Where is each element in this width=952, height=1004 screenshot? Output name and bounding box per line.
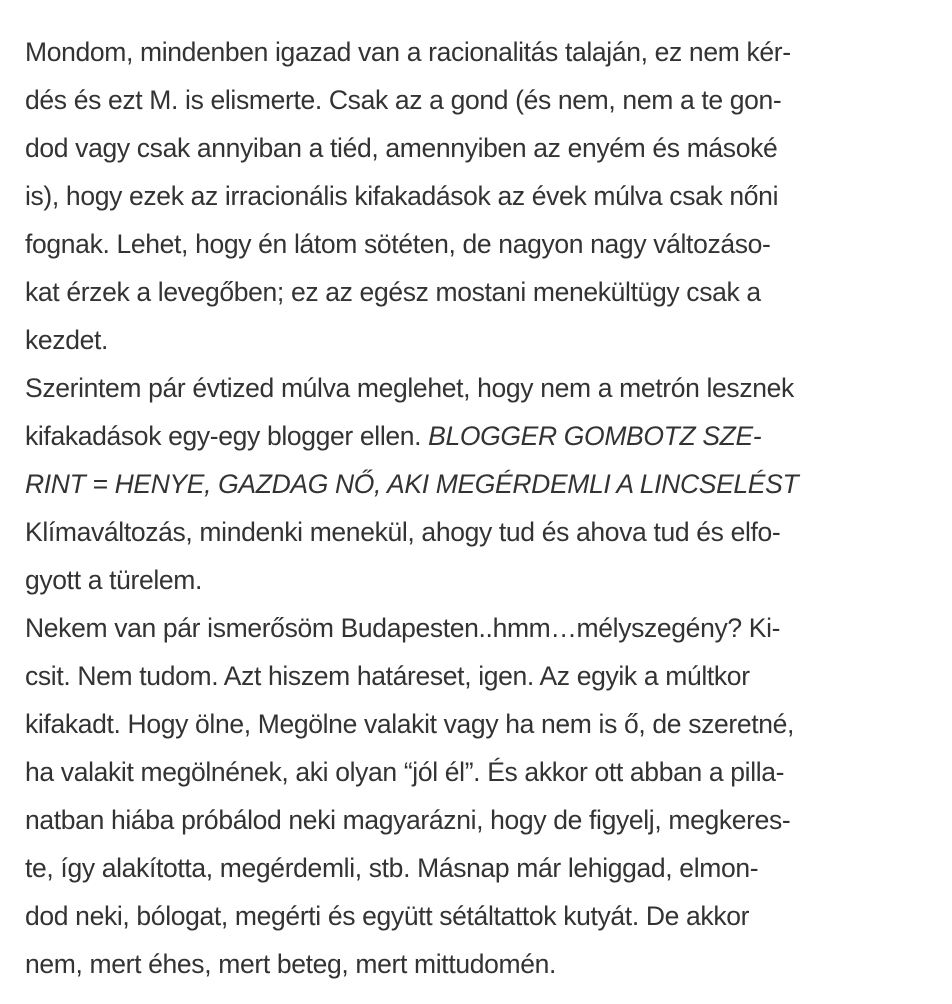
text-line (25, 844, 935, 892)
emphasized-text: RINT = HENYE, GAZDAG NŐ, AKI MEGÉRDEMLI A LINCSELÉST (25, 469, 799, 499)
text-line (25, 172, 935, 220)
text-line (25, 124, 935, 172)
text-segment: kifakadások egy-egy blogger ellen. (25, 421, 429, 451)
text-segment: Szerintem pár évtized múlva meglehet, hogy nem a metrón lesznek (25, 373, 794, 403)
text-segment: gyott a türelem. (25, 565, 203, 595)
text-line (25, 604, 935, 652)
paragraph (25, 28, 935, 364)
text-segment: kifakadt. Hogy ölne, Megölne valakit vagy ha nem is ő, de szeretné, (25, 709, 795, 739)
text-line (25, 364, 935, 412)
paragraph (25, 364, 935, 604)
text-segment: Mondom, mindenben igazad van a racionalitás talaján, ez nem kér- (25, 37, 791, 67)
text-segment: dod vagy csak annyiban a tiéd, amennyiben az enyém és másoké (25, 133, 778, 163)
text-line (25, 268, 935, 316)
text-line (25, 508, 935, 556)
emphasized-text: BLOGGER GOMBOTZ SZE- (428, 421, 762, 451)
text-line (25, 700, 935, 748)
text-line (25, 76, 935, 124)
text-line (25, 796, 935, 844)
text-line (25, 892, 935, 940)
text-segment: nem, mert éhes, mert beteg, mert mittudomén. (25, 949, 557, 979)
text-segment: dod neki, bólogat, megérti és együtt sétáltattok kutyát. De akkor (25, 901, 750, 931)
text-line (25, 412, 935, 460)
text-segment: kezdet. (25, 325, 108, 355)
comment-body (25, 28, 935, 988)
text-segment: ha valakit megölnének, aki olyan “jól él”. És akkor ott abban a pilla- (25, 757, 785, 787)
text-line (25, 220, 935, 268)
text-segment: Klímaváltozás, mindenki menekül, ahogy tud és ahova tud és elfo- (25, 517, 781, 547)
text-segment: natban hiába próbálod neki magyarázni, hogy de figyelj, megkeres- (25, 805, 791, 835)
paragraph (25, 604, 935, 988)
text-line (25, 748, 935, 796)
text-line (25, 940, 935, 988)
text-segment: kat érzek a levegőben; ez az egész mostani menekültügy csak a (25, 277, 761, 307)
text-line (25, 460, 935, 508)
text-segment: Nekem van pár ismerősöm Budapesten..hmm…mélyszegény? Ki- (25, 613, 781, 643)
text-segment: fognak. Lehet, hogy én látom sötéten, de nagyon nagy változáso- (25, 229, 771, 259)
text-segment: dés és ezt M. is elismerte. Csak az a gond (és nem, nem a te gon- (25, 85, 782, 115)
text-line (25, 652, 935, 700)
text-line (25, 316, 935, 364)
text-segment: is), hogy ezek az irracionális kifakadások az évek múlva csak nőni (25, 181, 779, 211)
text-segment: te, így alakította, megérdemli, stb. Másnap már lehiggad, elmon- (25, 853, 759, 883)
text-line (25, 556, 935, 604)
text-line (25, 28, 935, 76)
text-segment: csit. Nem tudom. Azt hiszem határeset, igen. Az egyik a múltkor (25, 661, 750, 691)
